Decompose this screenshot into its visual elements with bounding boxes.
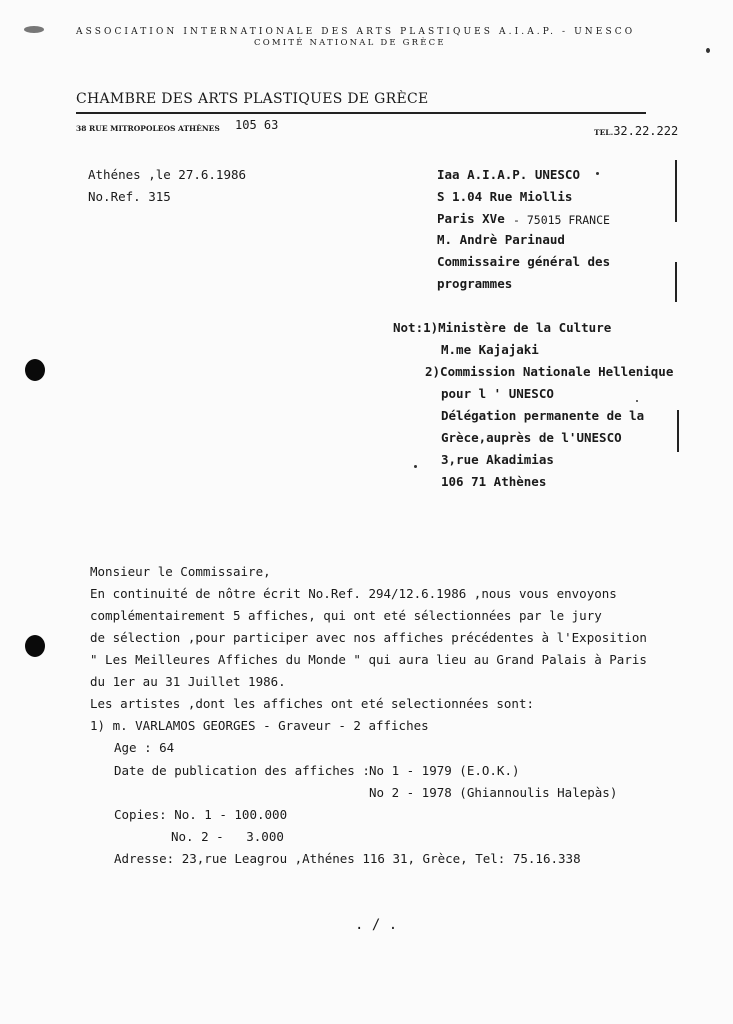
artist-heading: 1) m. VARLAMOS GEORGES - Graveur - 2 affiches	[90, 718, 429, 733]
copies-line: No. 2 - 3.000	[171, 829, 284, 844]
paragraph-line: complémentairement 5 affiches, qui ont eté sélectionnées par le jury	[90, 608, 602, 623]
salutation: Monsieur le Commissaire,	[90, 564, 271, 579]
telephone	[594, 120, 678, 139]
copies-line: Copies: No. 1 - 100.000	[114, 807, 288, 822]
paragraph-line: En continuité de nôtre écrit No.Ref. 294/12.6.1986 ,nous vous envoyons	[90, 586, 617, 601]
paragraph-line: de sélection ,pour participer avec nos affiches précédentes à l'Exposition	[90, 630, 647, 645]
scan-edge-mark	[675, 160, 677, 222]
continuation-mark: . / .	[355, 917, 398, 933]
note-line: 106 71 Athènes	[441, 474, 547, 489]
note-line: 3,rue Akadimias	[441, 452, 554, 467]
tel-number: 32.22.222	[613, 124, 679, 138]
recipient-line: Paris XVe	[437, 211, 505, 226]
recipient-line: M. Andrè Parinaud	[437, 232, 565, 247]
recipient-line: Commissaire général des	[437, 254, 611, 269]
punch-hole-bottom	[25, 635, 45, 657]
punch-hole-top	[25, 359, 45, 381]
postal-code: 105 63	[235, 118, 279, 132]
note-line: 2)Commission Nationale Hellenique	[425, 364, 674, 379]
artists-intro: Les artistes ,dont les affiches ont eté selectionnées sont:	[90, 696, 535, 711]
artist-address: Adresse: 23,rue Leagrou ,Athénes 116 31, Grèce, Tel: 75.16.338	[114, 851, 581, 866]
date-line: Athénes ,le 27.6.1986	[88, 167, 247, 182]
recipient-line: Iaa A.I.A.P. UNESCO	[437, 167, 580, 182]
note-line: Not:1)Ministère de la Culture	[393, 320, 612, 335]
scan-edge-mark	[677, 410, 679, 452]
paragraph-line: " Les Meilleures Affiches du Monde " qui aura lieu au Grand Palais à Paris	[90, 652, 647, 667]
scan-smudge	[24, 26, 44, 33]
publication-label: Date de publication des affiches :	[114, 763, 370, 778]
note-line: Délégation permanente de la	[441, 408, 645, 423]
scan-speck	[636, 400, 638, 402]
scan-speck	[706, 48, 710, 53]
chamber-title: CHAMBRE DES ARTS PLASTIQUES DE GRÈCE	[76, 91, 429, 107]
recipient-line: S 1.04 Rue Miollis	[437, 189, 573, 204]
recipient-line: programmes	[437, 276, 513, 291]
note-line: Grèce,auprès de l'UNESCO	[441, 430, 622, 445]
paragraph-line: du 1er au 31 Juillet 1986.	[90, 674, 286, 689]
scan-speck	[596, 172, 599, 175]
artist-age: Age : 64	[114, 740, 175, 755]
scan-edge-mark	[675, 262, 677, 302]
publication-entry: No 2 - 1978 (Ghiannoulis Halepàs)	[369, 785, 618, 800]
association-line: ASSOCIATION INTERNATIONALE DES ARTS PLASTIQUES A.I.A.P. - UNESCO	[76, 27, 636, 37]
publication-entry: No 1 - 1979 (E.O.K.)	[369, 763, 520, 778]
tel-label: TEL.	[594, 128, 614, 137]
note-line: pour l ' UNESCO	[441, 386, 554, 401]
letterhead-rule	[76, 112, 646, 114]
reference-line: No.Ref. 315	[88, 189, 171, 204]
street-address: 38 RUE MITROPOLEOS ATHÈNES	[76, 124, 220, 133]
committee-line: COMITÉ NATIONAL DE GRÈCE	[254, 38, 446, 48]
scan-speck	[414, 465, 417, 468]
note-line: M.me Kajajaki	[441, 342, 539, 357]
recipient-postal: - 75015 FRANCE	[513, 213, 610, 227]
